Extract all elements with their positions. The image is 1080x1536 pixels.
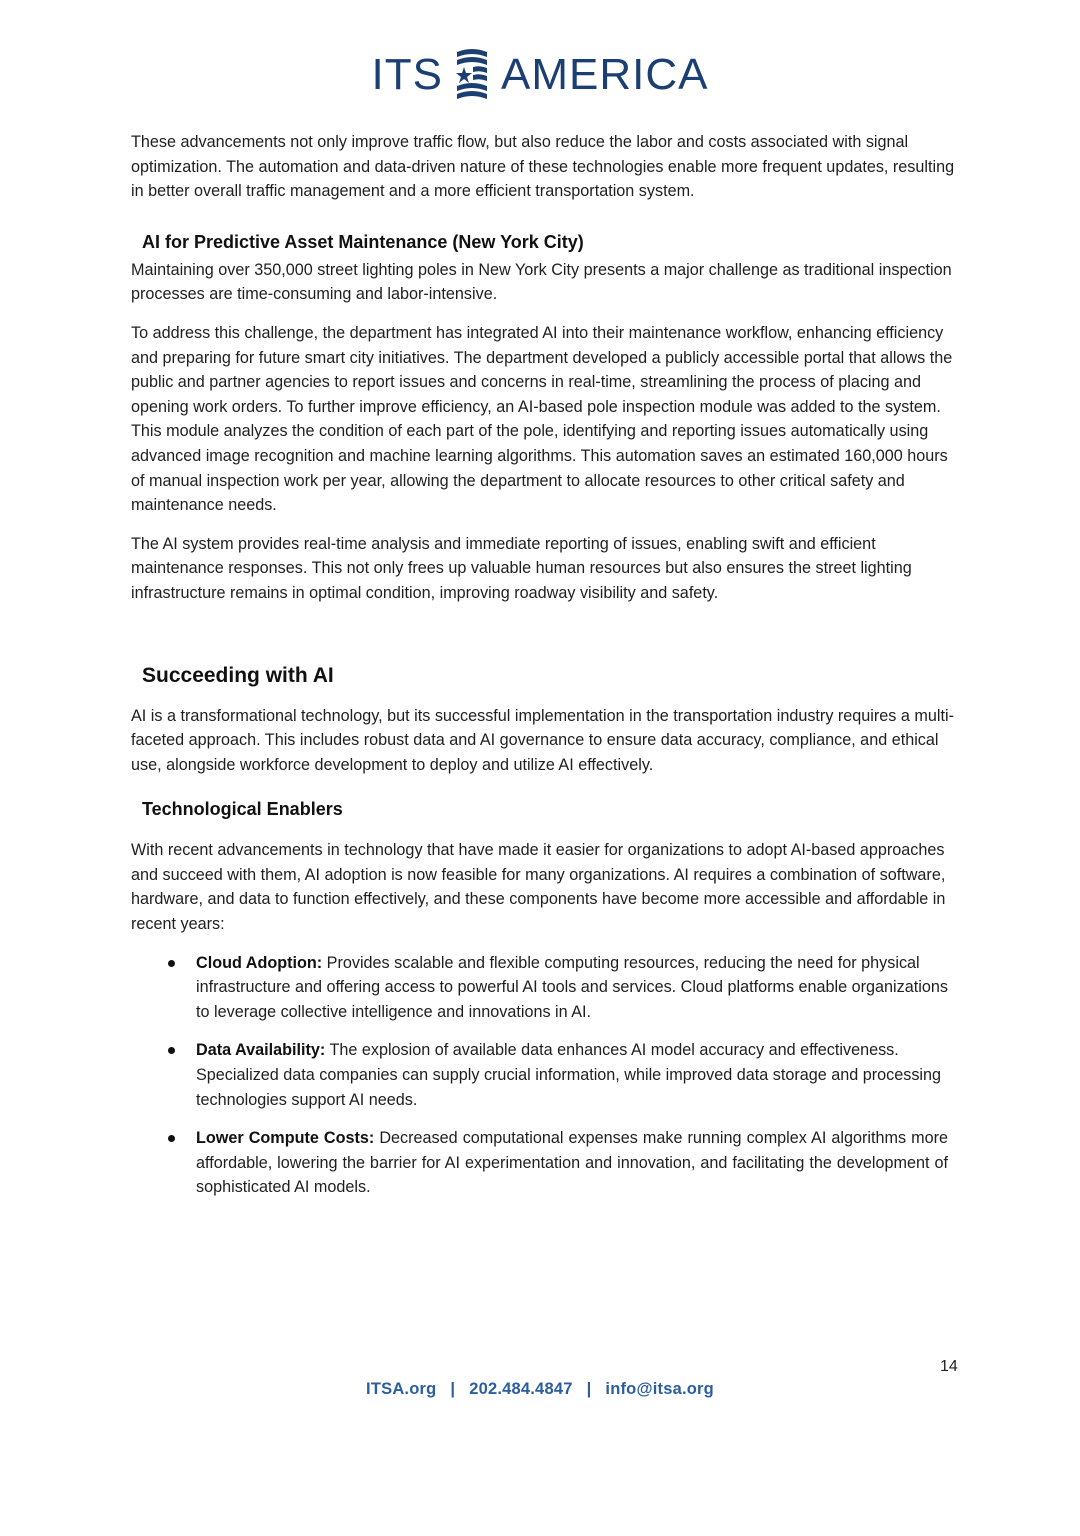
footer-website-link[interactable]: ITSA.org	[366, 1380, 437, 1398]
list-item-text: Decreased computational expenses make running complex AI algorithms more affordable, lowering the barrier for AI experimentation and innovation, and facilitating the development of sophisticated AI models.	[196, 1129, 948, 1197]
nyc-paragraph-2: To address this challenge, the department has integrated AI into their maintenance workflow, enhancing efficiency and preparing for future smart city initiatives. The department developed a publicly accessible portal that allows the public and partner agencies to report issues and concerns in real-time, streamlining the process of placing and opening work orders. To further improve efficiency, an AI-based pole inspection module was added to the system. This module analyzes the condition of each part of the pole, identifying and reporting issues automatically using advanced image recognition and machine learning algorithms. This automation saves an estimated 160,000 hours of manual inspection work per year, allowing the department to allocate resources to other critical safety and maintenance needs.	[131, 323, 953, 515]
enablers-list	[131, 951, 961, 1200]
intro-paragraph: These advancements not only improve traffic flow, but also reduce the labor and costs associated with signal optimization. The automation and data-driven nature of these technologies enable more frequent updates, resulting in better overall traffic management and a more efficient transportation system.	[131, 133, 955, 201]
list-item-title: Lower Compute Costs:	[196, 1129, 375, 1148]
list-item	[131, 1126, 948, 1200]
nyc-paragraph-3: The AI system provides real-time analysis and immediate reporting of issues, enabling swift and efficient maintenance responses. This not only frees up valuable human resources but also ensures the street lighting infrastructure remains in optimal condition, improving roadway visibility and safety.	[131, 534, 912, 602]
list-item	[131, 951, 948, 1025]
list-item-title: Data Availability:	[196, 1041, 326, 1060]
enablers-section-heading: Technological Enablers	[142, 799, 343, 820]
bullet-icon	[168, 960, 175, 967]
list-item	[131, 1038, 948, 1112]
list-item-text: The explosion of available data enhances AI model accuracy and effectiveness. Specialized data companies can supply crucial information, while improved data storage and processing technologies support AI needs.	[196, 1041, 942, 1109]
succeeding-paragraph: AI is a transformational technology, but its successful implementation in the transportation industry requires a multi-faceted approach. This includes robust data and AI governance to ensure data accuracy, compliance, and ethical use, alongside workforce development to deploy and utilize AI effectively.	[131, 706, 954, 774]
footer-phone[interactable]: 202.484.4847	[469, 1380, 573, 1398]
footer	[0, 1380, 1080, 1399]
footer-separator: |	[450, 1380, 456, 1398]
nyc-paragraph-1: Maintaining over 350,000 street lighting poles in New York City presents a major challenge as traditional inspection processes are time-consuming and labor-intensive.	[131, 260, 952, 304]
nyc-section-heading: AI for Predictive Asset Maintenance (New York City)	[142, 231, 584, 252]
logo-text-its: ITS	[371, 50, 443, 99]
flag-star-icon	[453, 46, 491, 104]
footer-email-link[interactable]: info@itsa.org	[605, 1380, 714, 1398]
list-item-text: Provides scalable and flexible computing resources, reducing the need for physical infrastructure and offering access to powerful AI tools and services. Cloud platforms enable organizations to leverage collective intelligence and innovations in AI.	[196, 953, 948, 1021]
enablers-paragraph: With recent advancements in technology that have made it easier for organizations to adopt AI-based approaches and succeed with them, AI adoption is now feasible for many organizations. AI requires a combination of software, hardware, and data to function effectively, and these components have become more accessible and affordable in recent years:	[131, 841, 946, 934]
its-america-logo	[0, 40, 1080, 110]
bullet-icon	[168, 1047, 175, 1054]
list-item-title: Cloud Adoption:	[196, 953, 323, 972]
bullet-icon	[168, 1135, 175, 1142]
page-content	[131, 130, 961, 1214]
logo-text-america: AMERICA	[500, 50, 709, 99]
page-number: 14	[940, 1358, 958, 1375]
succeeding-section-heading: Succeeding with AI	[142, 663, 334, 687]
footer-separator: |	[586, 1380, 592, 1398]
